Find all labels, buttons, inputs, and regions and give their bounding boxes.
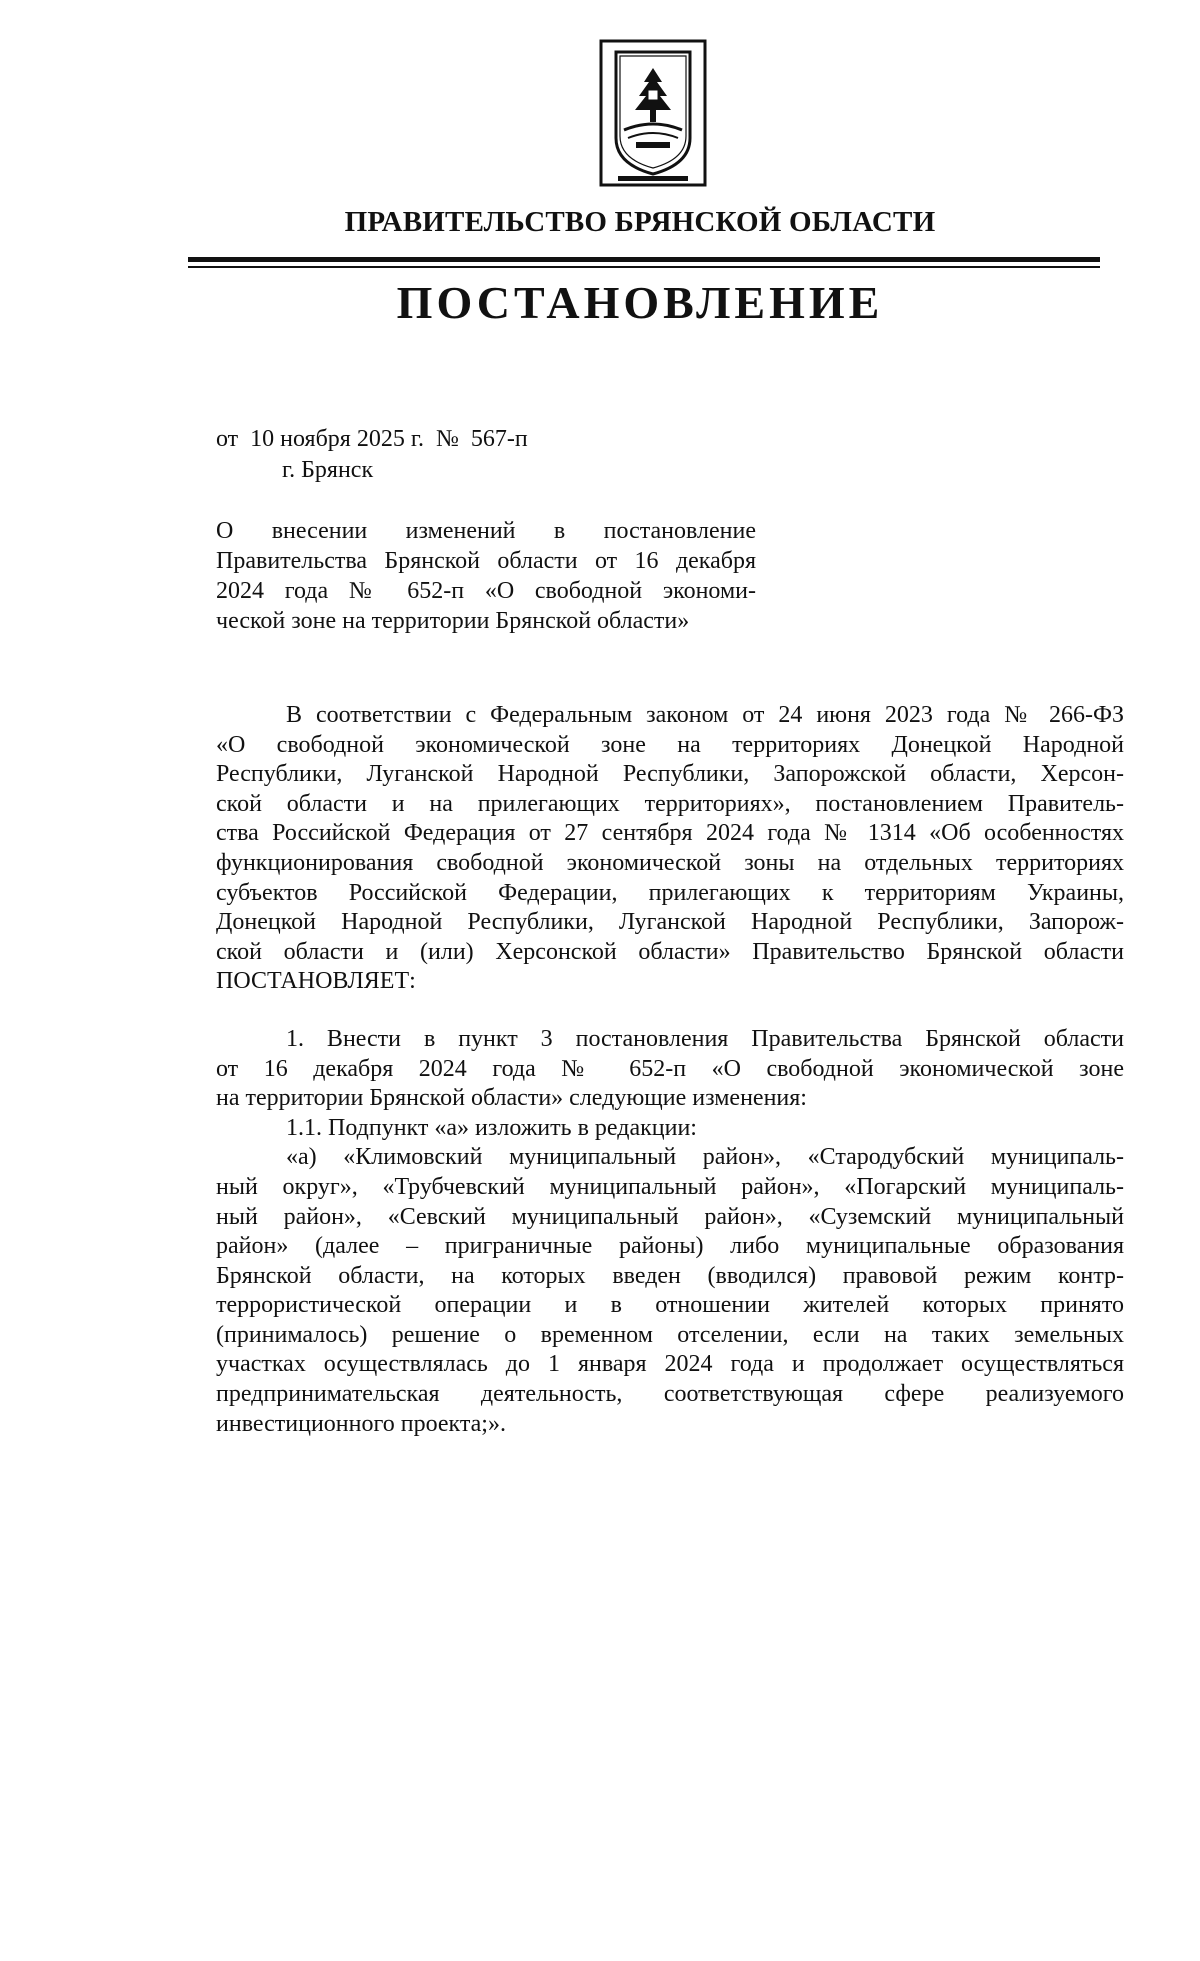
body-line: предпринимательская деятельность, соответствующая сфере реализуемого [216, 1381, 1124, 1408]
body-line: функционирования свободной экономической зоны на отдельных территориях [216, 849, 1124, 876]
item-1-1-paragraph [216, 1114, 1124, 1440]
body-line: «О свободной экономической зоне на территориях Донецкой Народной [216, 731, 1124, 758]
paragraph-gap [216, 997, 1124, 1025]
preamble-paragraph [216, 701, 1124, 997]
body-line: 1. Внести в пункт 3 постановления Правительства Брянской области [286, 1025, 1124, 1052]
item-1-paragraph [216, 1025, 1124, 1114]
body-line: участках осуществлялась до 1 января 2024 года и продолжает осуществляться [216, 1351, 1124, 1378]
subject-line: 2024 года № 652-п «О свободной экономи- [216, 578, 756, 604]
subject-line: Правительства Брянской области от 16 декабря [216, 548, 756, 574]
body-line: «а) «Климовский муниципальный район», «Стародубский муниципаль- [286, 1144, 1124, 1171]
doc-type-title: ПОСТАНОВЛЕНИЕ [396, 277, 884, 328]
body-line: Республики, Луганской Народной Республики, Запорожской области, Херсон- [216, 761, 1124, 788]
body-line: Брянской области, на которых введен (вводился) правовой режим контр- [216, 1262, 1124, 1289]
body-line: инвестиционного проекта;». [216, 1410, 506, 1437]
org-name: ПРАВИТЕЛЬСТВО БРЯНСКОЙ ОБЛАСТИ [344, 206, 936, 238]
header-rule-thick [188, 257, 1100, 262]
body-text [216, 701, 1124, 1439]
body-line: ской области и на прилегающих территориях», постановлением Правитель- [216, 790, 1124, 817]
header-rule-thin [188, 266, 1100, 268]
body-line: субъектов Российской Федерации, прилегающих к территориям Украины, [216, 879, 1124, 906]
body-line: ный округ», «Трубчевский муниципальный район», «Погарский муниципаль- [216, 1173, 1124, 1200]
body-line: Донецкой Народной Республики, Луганской Народной Республики, Запорож- [216, 909, 1124, 936]
body-line: ства Российской Федерация от 27 сентября 2024 года № 1314 «Об особенностях [216, 820, 1124, 847]
date-number-line: от 10 ноября 2025 г. № 567-п [216, 426, 528, 452]
subject-line: ческой зоне на территории Брянской области» [216, 608, 690, 634]
city-line: г. Брянск [282, 457, 374, 483]
body-line: район» (далее – приграничные районы) либо муниципальные образования [216, 1233, 1124, 1260]
subject-block [216, 516, 756, 636]
body-line: ской области и (или) Херсонской области» Правительство Брянской области [216, 938, 1124, 965]
bryansk-coat-of-arms-icon [598, 38, 708, 188]
body-line: от 16 декабря 2024 года № 652-п «О свободной экономической зоне [216, 1055, 1124, 1082]
subject-line: О внесении изменений в постановление [216, 518, 756, 544]
body-line: В соответствии с Федеральным законом от 24 июня 2023 года № 266-ФЗ [286, 702, 1124, 728]
body-line: ный район», «Севский муниципальный район», «Суземский муниципальный [216, 1203, 1124, 1230]
item-1-1-heading: 1.1. Подпункт «а» изложить в редакции: [286, 1114, 697, 1141]
body-line: (принималось) решение о временном отселении, если на таких земельных [216, 1321, 1124, 1348]
resolves-line: ПОСТАНОВЛЯЕТ: [216, 968, 416, 995]
body-line: на территории Брянской области» следующие изменения: [216, 1085, 807, 1112]
body-line: террористической операции и в отношении жителей которых принято [216, 1292, 1124, 1319]
